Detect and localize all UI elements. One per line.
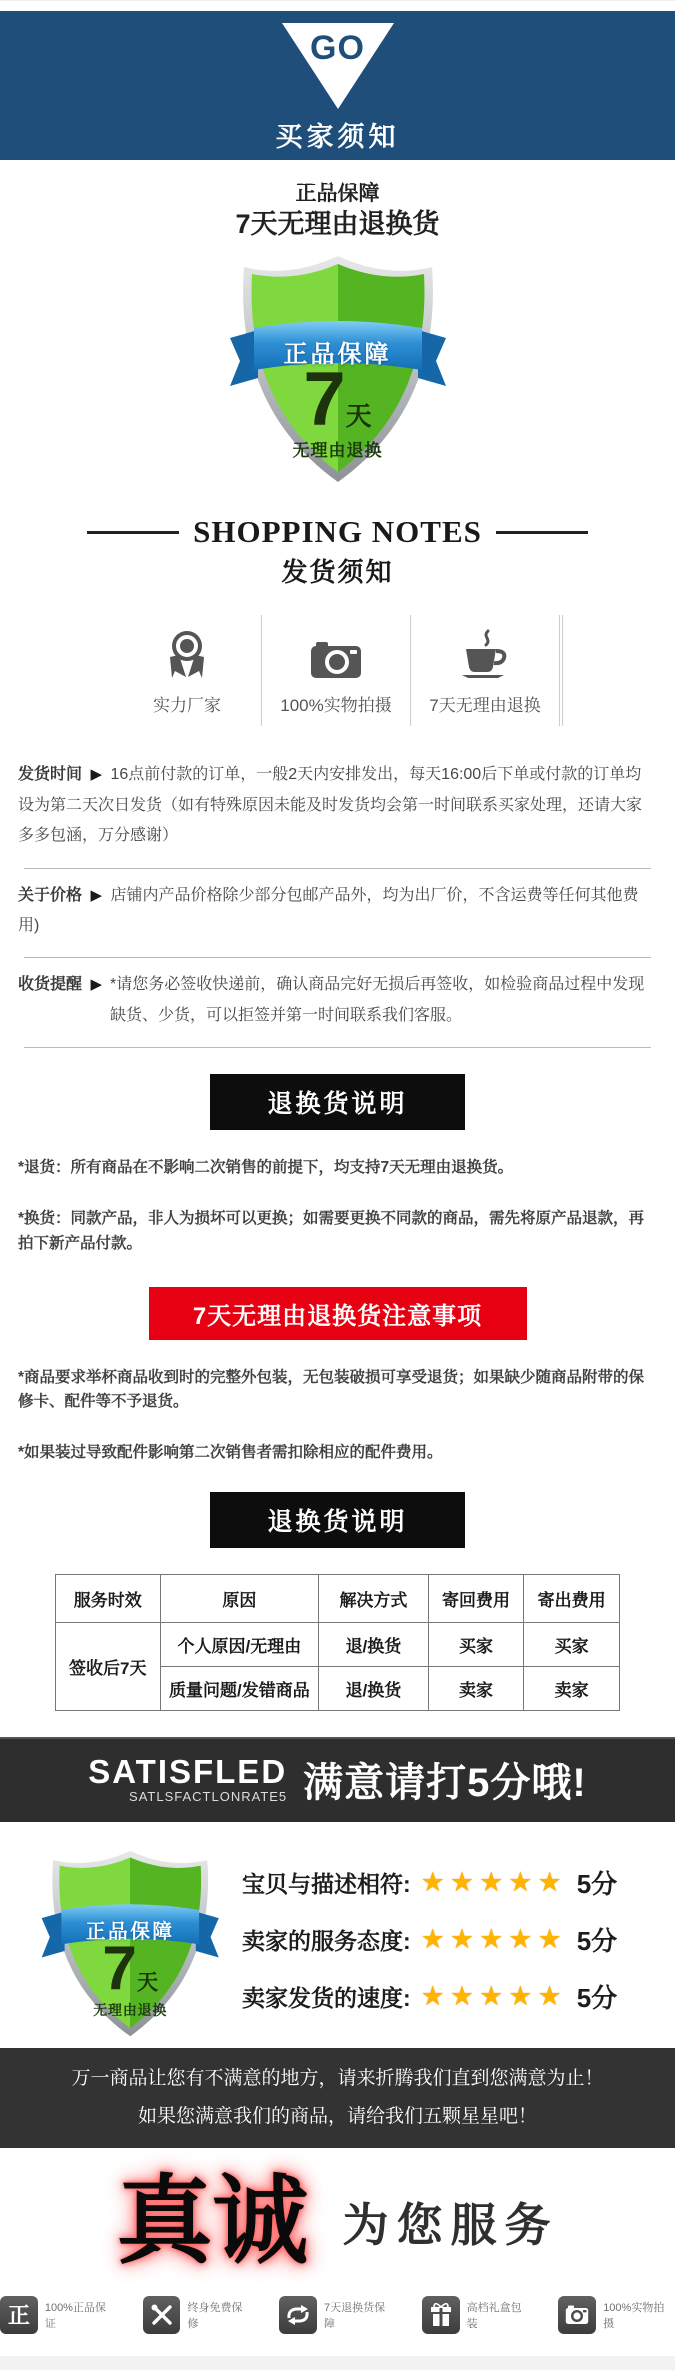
authentic-icon: 正 [0,2296,38,2334]
guarantee-shield-small [40,1846,220,2041]
shield-ribbon-label: 正品保障 [283,341,392,369]
cell-timeframe: 签收后7天 [56,1622,161,1710]
five-stars-icon: ★★★★★ [420,1923,567,1954]
attention-banner: 7天无理由退换货注意事项 [149,1287,527,1340]
five-stars-icon: ★★★★★ [420,1866,567,1897]
note-receiving [18,960,657,1045]
badge-authentic [0,2296,117,2334]
rating-label: 卖家发货的速度: [242,1984,411,2011]
col-header: 原因 [160,1574,319,1622]
header-banner [0,11,675,188]
five-stars-icon: ★★★★★ [420,1980,567,2011]
satisfaction-footer [0,2048,675,2148]
footer-badges [0,2296,675,2334]
badge-photo [558,2296,675,2334]
giftbox-icon [422,2296,460,2334]
arrow-icon: ▶ [90,886,103,904]
header-title: 买家须知 [275,122,400,152]
feature-label: 实力厂家 [153,696,221,716]
badge-giftbox [422,2296,533,2334]
note-text: 16点前付款的订单，一般2天内安排发出，每天16:00后下单或付款的订单均设为第二天次日发货（如有特殊原因未能及时发货均会第一时间联系买家处理，还请大家多多包涵，万分感谢） [18,766,643,845]
badge-label: 7天退换货保障 [324,2301,386,2330]
guarantee-line1: 正品保障 [295,182,380,205]
badge-exchange [279,2296,396,2334]
badge-label: 100%实物拍摄 [603,2301,665,2330]
shield-big-number: 7 [303,357,346,443]
rating-label: 宝贝与描述相符: [242,1870,411,1897]
satisfaction-en-block [88,1755,287,1803]
satisfaction-shield-wrap [40,1838,230,2038]
feature-factory [112,615,262,726]
rating-label: 卖家的服务态度: [242,1927,411,1954]
cell-reason: 质量问题/发错商品 [160,1666,319,1710]
sincerity-slogan [0,2167,675,2275]
note-label-group [18,970,106,1031]
sincerity-rest-text: 为您服务 [342,2198,559,2251]
col-header: 寄出费用 [524,1574,620,1622]
badge-warranty [143,2296,254,2334]
note-text: 店铺内产品价格除少部分包邮产品外，均为出厂价，不含运费等任何其他费用) [18,886,639,934]
features-row [0,615,675,726]
divider [24,868,651,869]
returns-note-1: *退货：所有商品在不影响二次销售的前提下，均支持7天无理由退换货。 [18,1159,514,1177]
rating-row-service [242,1921,665,1958]
heading-line-left [87,531,179,534]
col-header: 解决方式 [319,1574,429,1622]
shield-day-char: 天 [345,401,372,432]
satisfaction-banner [0,1737,675,1822]
rating-score: 5分 [576,1982,618,2013]
cell-send-fee: 买家 [524,1622,620,1666]
satisfaction-body [0,1822,675,2042]
shield-day-char: 天 [136,1969,159,1995]
rating-row-description [242,1864,665,1901]
note-label: 关于价格 [18,886,83,904]
divider [24,1047,651,1048]
arrow-icon: ▶ [90,766,103,784]
note-text: *请您务必签收快递前，确认商品完好无损后再签收，如检验商品过程中发现缺货、少货，可以拒签并第一时间联系我们客服。 [110,976,645,1024]
returns-policy-table [55,1574,620,1711]
shopping-notes-en: SHOPPING NOTES [193,514,482,550]
feature-label: 100%实物拍摄 [280,696,392,716]
cell-solution: 退/换货 [319,1666,429,1710]
satisfaction-title-en: SATISFLED [88,1753,288,1791]
arrow-icon: ▶ [90,976,103,994]
col-header: 寄回费用 [428,1574,524,1622]
camera-icon [558,2296,596,2334]
guarantee-shield [228,250,448,488]
notes-section [0,750,675,1048]
returns-banner-2: 退换货说明 [210,1492,465,1548]
go-logo-text: GO [310,29,365,67]
cell-return-fee: 买家 [428,1622,524,1666]
attention-note-2: *如果装过导致配件影响第二次销售者需扣除相应的配件费用。 [18,1444,443,1462]
attention-note-1: *商品要求举杯商品收到时的完整外包装，无包装破损可享受退货；如果缺少随商品附带的保修卡、配件等不予退货。 [18,1368,645,1411]
sincerity-big-text: 真诚 [116,2167,309,2275]
rating-score: 5分 [576,1925,618,1956]
table-row [56,1622,620,1666]
cell-solution: 退/换货 [319,1622,429,1666]
cell-reason: 个人原因/无理由 [160,1622,319,1666]
ratings-list [230,1838,665,2035]
rating-score: 5分 [576,1868,618,1899]
satisfaction-footer-line1: 万一商品让您有不满意的地方，请来折腾我们直到您满意为止！ [71,2067,604,2089]
feature-end-divider [560,615,563,726]
satisfaction-footer-line2: 如果您满意我们的商品，请给我们五颗星星吧！ [137,2105,537,2127]
shield-ribbon-label: 正品保障 [85,1920,175,1943]
coffee-cup-icon [458,629,512,679]
header-subtitle: buyers must read [258,171,417,188]
shopping-notes-heading [0,514,675,550]
feature-return [411,615,560,726]
shopping-notes-cn: 发货须知 [281,557,394,588]
feature-label: 7天无理由退换 [429,696,541,716]
cell-send-fee: 卖家 [524,1666,620,1710]
returns-note-2: *换货：同款产品，非人为损坏可以更换；如需要更换不同款的商品，需先将原产品退款，再拍下新产品付款。 [18,1209,645,1252]
rating-row-speed [242,1978,665,2015]
guarantee-line2: 7天无理由退换货 [235,209,440,240]
table-header-row [56,1574,620,1622]
guarantee-heading [0,180,675,242]
shield-seven-days [228,357,448,443]
returns-banner: 退换货说明 [210,1074,465,1130]
note-label: 发货时间 [18,766,83,784]
top-gap [0,0,675,11]
header-divider [138,163,538,164]
note-shipping-time [18,750,657,865]
heading-line-right [496,531,588,534]
satisfaction-title-cn: 满意请打5分哦! [303,1760,587,1805]
exchange-icon [279,2296,317,2334]
cell-return-fee: 卖家 [428,1666,524,1710]
col-header: 服务时效 [56,1574,161,1622]
shield-no-reason-label: 无理由退换 [93,2002,168,2019]
badge-label: 100%正品保证 [44,2301,106,2330]
divider [24,957,651,958]
go-logo [282,23,394,113]
badge-label: 终身免费保修 [187,2301,243,2330]
shield-no-reason-label: 无理由退换 [292,441,383,461]
shield-big-number: 7 [102,1933,137,2004]
shield-seven-days [40,1933,220,2004]
bottom-strip [0,2356,675,2370]
note-price [18,871,657,956]
badge-label: 高档礼盒包装 [466,2301,522,2330]
note-label: 收货提醒 [18,976,83,994]
feature-photo [262,615,411,726]
medal-icon [164,629,210,679]
satisfaction-subtitle-en: SATLSFACTLONRATE5 [129,1788,288,1804]
tools-icon [143,2296,181,2334]
camera-icon [310,629,362,679]
